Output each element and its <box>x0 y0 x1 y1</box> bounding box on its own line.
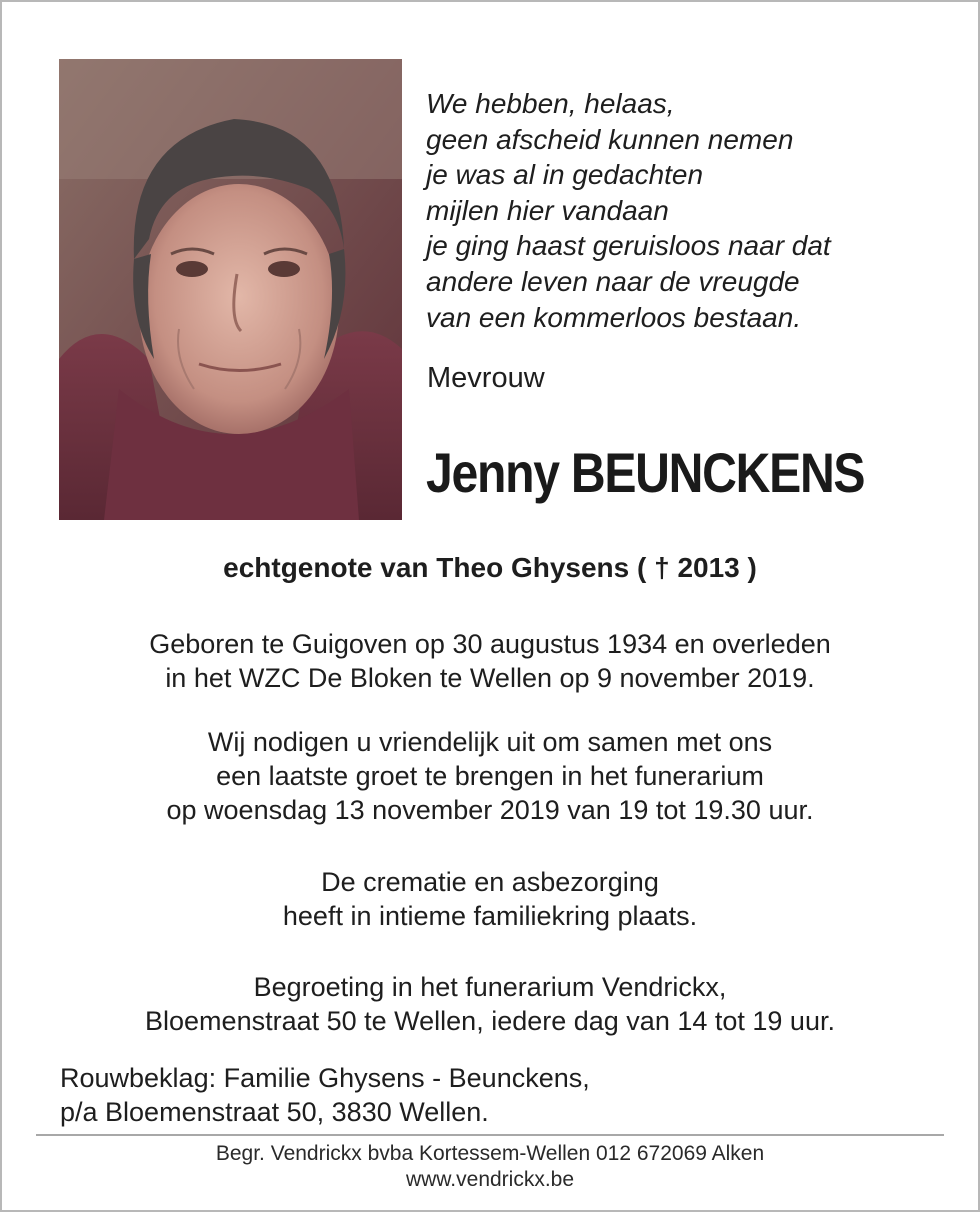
portrait-illustration <box>59 59 402 520</box>
paragraph-line: Bloemenstraat 50 te Wellen, iedere dag van 14 tot 19 uur. <box>145 1006 835 1036</box>
greeting-paragraph <box>0 970 980 1038</box>
poem <box>426 86 946 335</box>
poem-line: je was al in gedachten <box>426 159 704 191</box>
poem-line: andere leven naar de vreugde <box>426 265 800 297</box>
paragraph-line: Geboren te Guigoven op 30 augustus 1934 en overleden <box>149 629 831 659</box>
paragraph-line: in het WZC De Bloken te Wellen op 9 november 2019. <box>165 663 815 693</box>
website-link[interactable]: www.vendrickx.be <box>405 1168 575 1191</box>
poem-line: We hebben, helaas, <box>426 88 675 119</box>
funeral-home-line: Begr. Vendrickx bvba Kortessem-Wellen 012 672069 Alken <box>215 1142 765 1165</box>
poem-line: van een kommerloos bestaan. <box>426 301 802 333</box>
footer-divider <box>36 1134 944 1136</box>
honorific: Mevrouw <box>427 362 545 394</box>
cremation-paragraph <box>0 865 980 933</box>
address-line: Rouwbeklag: Familie Ghysens - Beunckens, <box>60 1063 590 1093</box>
poem-line: geen afscheid kunnen nemen <box>426 123 794 155</box>
invitation-paragraph <box>0 725 980 827</box>
condolence-address <box>60 1061 590 1129</box>
paragraph-line: Begroeting in het funerarium Vendrickx, <box>253 972 727 1002</box>
birth-death-paragraph <box>0 627 980 695</box>
deceased-name: Jenny BEUNCKENS <box>426 441 865 504</box>
address-line: p/a Bloemenstraat 50, 3830 Wellen. <box>60 1097 489 1127</box>
paragraph-line: Wij nodigen u vriendelijk uit om samen met ons <box>207 727 773 757</box>
portrait-photo <box>59 59 402 520</box>
spouse-line: echtgenote van Theo Ghysens ( † 2013 ) <box>223 552 757 583</box>
paragraph-line: een laatste groet te brengen in het funerarium <box>216 761 764 791</box>
footer <box>0 1141 980 1193</box>
paragraph-line: heeft in intieme familiekring plaats. <box>282 901 698 931</box>
poem-line: je ging haast geruisloos naar dat <box>426 230 831 262</box>
poem-line: mijlen hier vandaan <box>426 194 669 226</box>
paragraph-line: De crematie en asbezorging <box>321 867 659 897</box>
paragraph-line: op woensdag 13 november 2019 van 19 tot 19.30 uur. <box>166 795 814 825</box>
